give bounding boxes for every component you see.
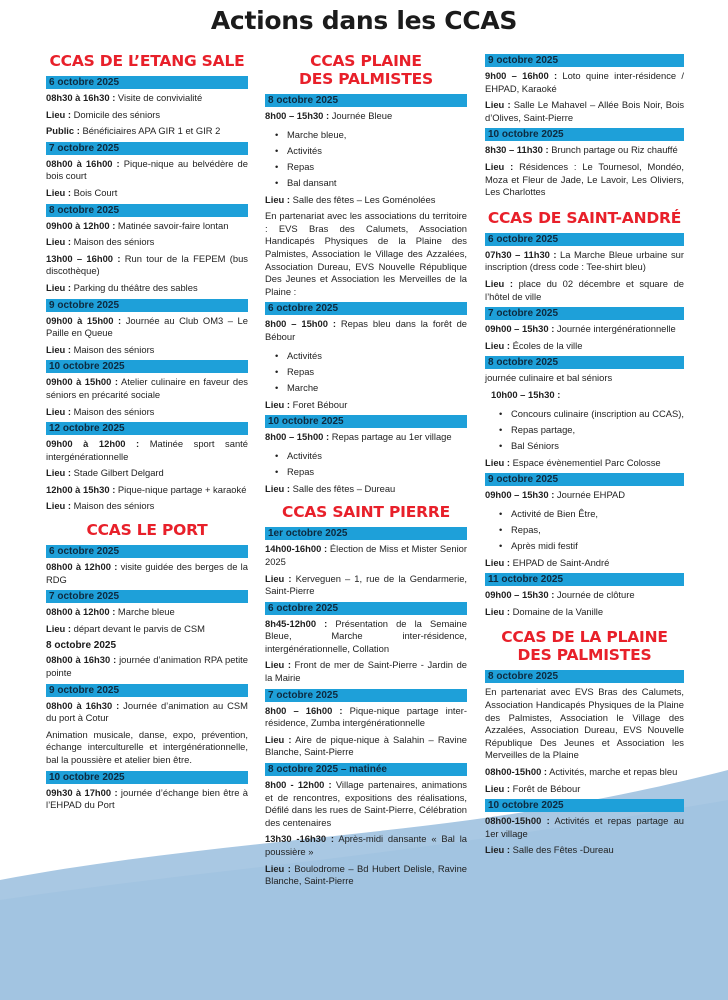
event-entry: 8h00 - 12h00 : Village partenaires, animations et de rencontres, expositions des réalisations, Défilé dans les rues de Saint-Pierre, Célébration des centenaires bbox=[265, 779, 467, 828]
activity-list bbox=[265, 448, 467, 480]
location-entry: Lieu : Aire de pique-nique à Salahin – Ravine Blanche, Saint-Pierre bbox=[265, 733, 468, 758]
ccas-saint-pierre-heading: CCAS SAINT PIERRE bbox=[282, 503, 450, 522]
date-bar: 7 octobre 2025 bbox=[265, 689, 467, 702]
event-entry: 12h00 à 15h30 : Pique-nique partage + karaoké bbox=[46, 483, 247, 495]
location-entry: Lieu : Domaine de la Vanille bbox=[485, 605, 604, 617]
location-entry: Lieu : EHPAD de Saint-André bbox=[485, 556, 610, 568]
list-item: • Repas bbox=[275, 364, 467, 380]
column-right bbox=[485, 52, 684, 861]
date-bar: 11 octobre 2025 bbox=[485, 573, 684, 586]
description-paragraph: En partenariat avec EVS Bras des Calumets, Association Handicapés Physiques de la Plaine des Palmistes, Association le Village des Azzalées, Association Dureau, EVS Nouvelle République Des Jeunes et Association les Merveilles de la Plaine bbox=[485, 686, 684, 761]
location-entry: Lieu : Écoles de la ville bbox=[485, 339, 583, 351]
list-item: • Activités bbox=[275, 448, 467, 464]
event-intro: journée culinaire et bal séniors bbox=[485, 372, 613, 384]
location-entry: Lieu : Maison des séniors bbox=[46, 500, 155, 512]
date-bar: 10 octobre 2025 bbox=[485, 128, 684, 141]
location-entry: Lieu : Salle des fêtes – Dureau bbox=[265, 482, 396, 494]
location-entry: Lieu : Stade Gilbert Delgard bbox=[46, 467, 164, 479]
location-entry: Lieu : place du 02 décembre et square de l’hôtel de ville bbox=[485, 277, 685, 302]
list-item: • Repas bbox=[275, 464, 467, 480]
location-entry: Lieu : Boulodrome – Bd Hubert Delisle, Ravine Blanche, Saint-Pierre bbox=[265, 862, 468, 887]
list-item: • Bal dansant bbox=[275, 175, 467, 191]
date-bar: 9 octobre 2025 bbox=[46, 299, 248, 312]
event-entry: 09h00 – 15h30 : Journée EHPAD bbox=[485, 489, 626, 501]
date-bar: 1er octobre 2025 bbox=[265, 527, 467, 540]
date-bar: 10 octobre 2025 bbox=[485, 799, 684, 812]
location-entry: Lieu : Espace évènementiel Parc Colosse bbox=[485, 456, 661, 468]
event-entry: 9h00 – 16h00 : Loto quine inter-résidence / EHPAD, Karaoké bbox=[485, 70, 684, 94]
event-entry: 09h00 – 15h30 : Journée de clôture bbox=[485, 589, 635, 601]
date-bar: 8 octobre 2025 bbox=[485, 356, 684, 369]
list-item: • Marche bleue, bbox=[275, 127, 467, 143]
location-entry: Lieu : Domicile des séniors bbox=[46, 108, 161, 120]
location-entry: Lieu : Salle des Fêtes -Dureau bbox=[485, 844, 614, 856]
event-entry: 8h00 – 15h00 : Repas bleu dans la forêt de Bébour bbox=[265, 318, 467, 342]
date-bar: 6 octobre 2025 bbox=[265, 302, 467, 315]
column-left bbox=[46, 52, 248, 816]
list-item: • Repas bbox=[275, 159, 467, 175]
event-entry: 13h00 – 16h00 : Run tour de la FEPEM (bus discothèque) bbox=[46, 252, 248, 277]
event-entry: 13h30 -16h30 : Après-midi dansante « Bal la poussière » bbox=[265, 833, 467, 857]
event-entry: 09h00 à 15h00 : Atelier culinaire en faveur des séniors en précarité sociale bbox=[46, 376, 248, 400]
event-entry: 09h00 à 12h00 : Matinée sport santé intergénérationnelle bbox=[46, 438, 248, 462]
activity-list bbox=[265, 348, 467, 396]
location-entry: Lieu : Front de mer de Saint-Pierre - Jardin de la Mairie bbox=[265, 659, 467, 684]
page-title: Actions dans les CCAS bbox=[210, 6, 518, 35]
list-item: • Concours culinaire (inscription au CCAS), bbox=[499, 406, 684, 422]
list-item: • Bal Séniors bbox=[499, 438, 684, 454]
location-entry: Lieu : Salle des fêtes – Les Goménolées bbox=[265, 193, 436, 205]
list-item: • Repas, bbox=[499, 522, 684, 538]
date-bar: 8 octobre 2025 bbox=[485, 670, 684, 683]
list-item: • Marche bbox=[275, 380, 467, 396]
event-entry: 8h00 – 15h00 : Repas partage au 1er village bbox=[265, 431, 452, 443]
event-entry: 09h30 à 17h00 : journée d’échange bien être à l’EHPAD du Port bbox=[46, 786, 248, 811]
date-bar: 9 octobre 2025 bbox=[485, 54, 684, 67]
description-paragraph: Animation musicale, danse, expo, prévention, échange interculturelle et intergénérationnelle, bal la poussière et atelier bien être. bbox=[46, 728, 248, 765]
location-entry: Lieu : départ devant le parvis de CSM bbox=[46, 622, 205, 634]
date-bar: 12 octobre 2025 bbox=[46, 422, 248, 435]
ccas-le-port-heading: CCAS LE PORT bbox=[86, 521, 208, 540]
event-entry: 14h00-16h00 : Élection de Miss et Mister Senior 2025 bbox=[265, 543, 467, 567]
event-entry: 08h00 à 12h00 : visite guidée des berges de la RDG bbox=[46, 561, 248, 585]
event-entry: 08h00 à 16h00 : Pique-nique au belvédère de bois court bbox=[46, 157, 248, 182]
event-entry: 08h00-15h00 : Activités et repas partage au 1er village bbox=[485, 815, 685, 839]
date-label: 8 octobre 2025 bbox=[46, 640, 117, 652]
description-paragraph: En partenariat avec les associations du territoire : EVS Bras des Calumets, Association Handicapés Physiques de la Plaine des Palmistes, Association le Village des Azzalées, Association Dureau, EVS Nouvelle République Des Jeunes et Association les Merveilles de la Plaine : bbox=[265, 210, 467, 297]
event-entry: 09h00 à 15h00 : Journée au Club OM3 – Le Paille en Queue bbox=[46, 314, 248, 339]
public-entry: Public : Bénéficiaires APA GIR 1 et GIR 2 bbox=[46, 125, 221, 137]
date-bar: 9 octobre 2025 bbox=[46, 684, 248, 697]
event-entry: 08h00 à 12h00 : Marche bleue bbox=[46, 606, 175, 618]
date-bar: 8 octobre 2025 bbox=[265, 94, 467, 107]
event-time: 10h00 – 15h30 : bbox=[491, 388, 561, 400]
location-entry: Lieu : Salle Le Mahavel – Allée Bois Noir, Bois d’Olives, Saint-Pierre bbox=[485, 99, 685, 123]
list-item: • Activité de Bien Être, bbox=[499, 506, 684, 522]
date-bar: 9 octobre 2025 bbox=[485, 473, 684, 486]
ccas-saint-andre-heading: CCAS DE SAINT-ANDRÉ bbox=[487, 208, 682, 227]
event-entry: 8h45-12h00 : Présentation de la Semaine Bleue, Marche inter-résidence, intergénérationnelle, Collation bbox=[265, 617, 467, 654]
date-bar: 10 octobre 2025 bbox=[46, 360, 248, 373]
date-bar: 7 octobre 2025 bbox=[46, 142, 248, 155]
list-item: • Activités bbox=[275, 348, 467, 364]
column-middle bbox=[265, 52, 467, 892]
ccas-plaine-heading: CCAS PLAINE DES PALMISTES bbox=[299, 52, 433, 88]
event-entry: 8h00 – 16h00 : Pique-nique partage inter-résidence, Zumba intergénérationnelle bbox=[265, 704, 467, 729]
event-entry: 08h00-15h00 : Activités, marche et repas bleu bbox=[485, 766, 678, 778]
location-entry: Lieu : Parking du théâtre des sables bbox=[46, 281, 198, 293]
date-bar: 6 octobre 2025 bbox=[265, 602, 467, 615]
date-bar: 6 octobre 2025 bbox=[485, 233, 684, 246]
date-bar: 8 octobre 2025 bbox=[46, 204, 248, 217]
location-entry: Lieu : Kerveguen – 1, rue de la Gendarmerie, Saint-Pierre bbox=[265, 572, 468, 597]
date-bar: 8 octobre 2025 – matinée bbox=[265, 763, 467, 776]
location-entry: Lieu : Bois Court bbox=[46, 186, 118, 198]
event-entry: 8h00 – 15h30 : Journée Bleue bbox=[265, 110, 393, 121]
activity-list bbox=[265, 127, 467, 191]
event-entry: 08h30 à 16h30 : Visite de convivialité bbox=[46, 92, 203, 103]
location-entry: Lieu : Foret Bébour bbox=[265, 398, 348, 410]
event-entry: 09h00 – 15h30 : Journée intergénérationnelle bbox=[485, 323, 676, 335]
list-item: • Après midi festif bbox=[499, 538, 684, 554]
date-bar: 7 octobre 2025 bbox=[46, 590, 248, 603]
event-entry: 08h00 à 16h30 : Journée d’animation au CSM du port à Cotur bbox=[46, 699, 248, 724]
list-item: • Activités bbox=[275, 143, 467, 159]
activity-list bbox=[485, 506, 684, 554]
activity-list bbox=[485, 406, 684, 454]
ccas-plaine-palmistes-heading: CCAS DE LA PLAINE DES PALMISTES bbox=[501, 628, 668, 665]
ccas-etang-sale-heading: CCAS DE L’ETANG SALE bbox=[49, 52, 245, 70]
date-bar: 10 octobre 2025 bbox=[265, 415, 467, 428]
location-entry: Lieu : Maison des séniors bbox=[46, 343, 155, 355]
event-entry: 08h00 à 16h30 : journée d’animation RPA petite pointe bbox=[46, 654, 248, 679]
list-item: • Repas partage, bbox=[499, 422, 684, 438]
date-bar: 6 octobre 2025 bbox=[46, 545, 248, 558]
date-bar: 10 octobre 2025 bbox=[46, 771, 248, 784]
event-entry: 07h30 – 11h30 : La Marche Bleue urbaine sur inscription (dress code : Tee-shirt bleu) bbox=[485, 248, 684, 273]
location-entry: Lieu : Forêt de Bébour bbox=[485, 782, 581, 794]
location-entry: Lieu : Maison des séniors bbox=[46, 236, 155, 248]
event-entry: 09h00 à 12h00 : Matinée savoir-faire lontan bbox=[46, 219, 229, 231]
date-bar: 7 octobre 2025 bbox=[485, 307, 684, 320]
location-entry: Lieu : Résidences : Le Tournesol, Mondéo, Moza et Fleur de Jade, Le Lavoir, Les Oliviers, Les Charlottes bbox=[485, 160, 685, 198]
date-bar: 6 octobre 2025 bbox=[46, 76, 248, 89]
event-entry: 8h30 – 11h30 : Brunch partage ou Riz chauffé bbox=[485, 144, 678, 156]
location-entry: Lieu : Maison des séniors bbox=[46, 405, 155, 417]
